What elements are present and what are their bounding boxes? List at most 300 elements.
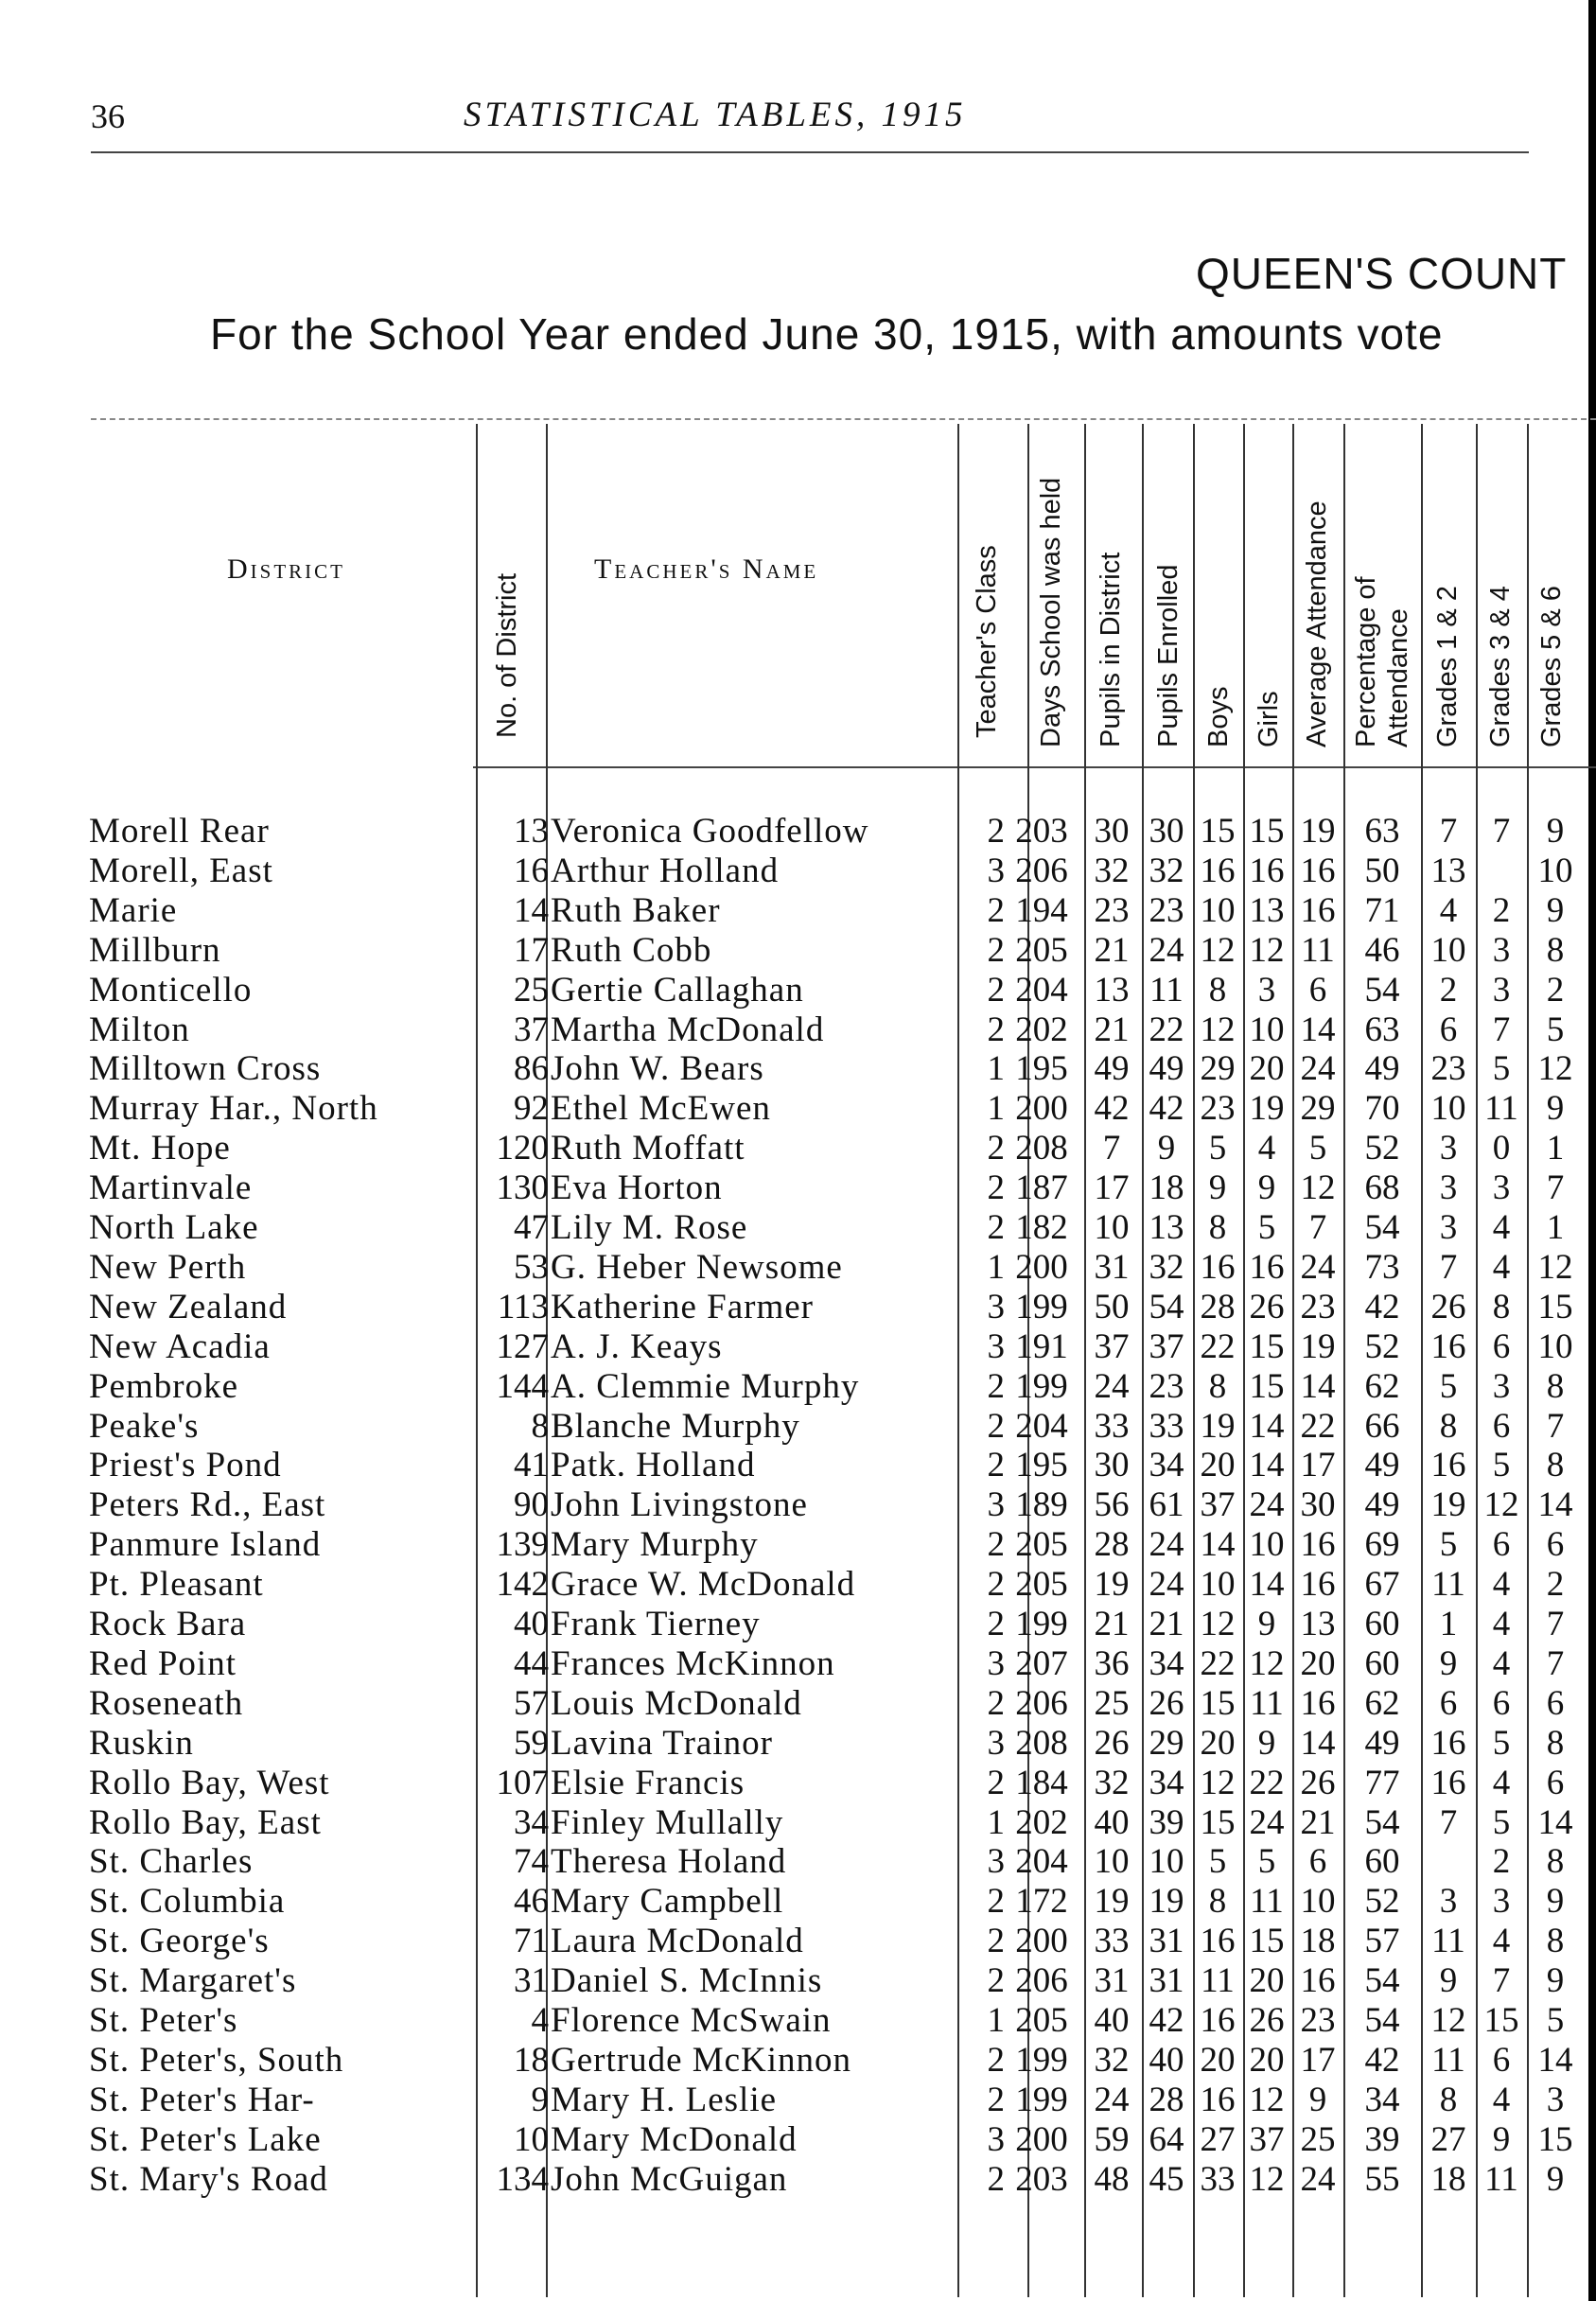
teacher-class-cell: 1 [987, 1089, 1005, 1129]
grades-3-4-cell: 3 [1492, 970, 1511, 1010]
grades-3-4-cell: 6 [1492, 1683, 1511, 1723]
grades-3-4-cell: 12 [1483, 1485, 1519, 1525]
table-row [0, 1485, 1596, 1525]
teacher-class-cell: 2 [987, 930, 1005, 970]
days-cell: 199 [1015, 1287, 1068, 1326]
grades-1-2-cell: 16 [1430, 1763, 1466, 1802]
grades-3-4-cell: 4 [1492, 1565, 1511, 1605]
header-bottom-rule [473, 766, 1596, 768]
grades-5-6-cell: 8 [1546, 1922, 1565, 1961]
pupils-in-district-cell: 25 [1094, 1683, 1130, 1723]
pupils-enrolled-cell: 10 [1149, 1842, 1184, 1882]
pupils-in-district-cell: 56 [1094, 1485, 1130, 1525]
percentage-cell: 55 [1364, 2159, 1400, 2199]
percentage-cell: 67 [1364, 1565, 1400, 1605]
grades-5-6-header: Grades 5 & 6 [1536, 586, 1567, 747]
district-number-cell: 134 [496, 2159, 549, 2199]
district-cell: Peake's [89, 1406, 200, 1446]
girls-cell: 15 [1249, 1326, 1285, 1366]
no-of-district-header: No. of District [492, 572, 522, 738]
district-number-cell: 14 [514, 890, 549, 930]
grades-3-4-cell: 2 [1492, 890, 1511, 930]
district-number-cell: 13 [514, 812, 549, 851]
girls-cell: 26 [1249, 1287, 1285, 1326]
teacher-class-cell: 2 [987, 1961, 1005, 2001]
percentage-cell: 54 [1364, 1208, 1400, 1247]
days-cell: 206 [1015, 1683, 1068, 1723]
grades-5-6-cell: 8 [1546, 1366, 1565, 1406]
days-cell: 206 [1015, 1961, 1068, 2001]
district-cell: Rollo Bay, West [89, 1763, 330, 1802]
average-attendance-cell: 20 [1300, 1643, 1336, 1683]
grades-5-6-cell: 8 [1546, 1842, 1565, 1882]
grades-5-6-cell: 9 [1546, 1882, 1565, 1922]
grades-1-2-cell: 5 [1439, 1366, 1458, 1406]
district-number-cell: 47 [514, 1208, 549, 1247]
district-number-cell: 44 [514, 1643, 549, 1683]
grades-3-4-cell: 7 [1492, 812, 1511, 851]
girls-cell: 13 [1249, 890, 1285, 930]
grades-1-2-cell: 11 [1431, 1922, 1465, 1961]
boys-cell: 22 [1200, 1326, 1236, 1366]
girls-cell: 11 [1250, 1683, 1284, 1723]
pupils-enrolled-cell: 40 [1149, 2040, 1184, 2080]
pupils-in-district-cell: 32 [1094, 1763, 1130, 1802]
district-cell: New Perth [89, 1247, 247, 1287]
average-attendance-cell: 23 [1300, 1287, 1336, 1326]
grades-5-6-cell: 9 [1546, 812, 1565, 851]
percentage-cell: 70 [1364, 1089, 1400, 1129]
pupils-enrolled-cell: 21 [1149, 1605, 1184, 1643]
grades-1-2-cell: 6 [1439, 1010, 1458, 1049]
grades-1-2-cell: 2 [1439, 970, 1458, 1010]
days-cell: 195 [1015, 1446, 1068, 1485]
district-cell: Rollo Bay, East [89, 1802, 322, 1842]
teacher-name-cell: A. Clemmie Murphy [551, 1366, 860, 1406]
grades-5-6-cell: 9 [1546, 890, 1565, 930]
teacher-class-cell: 2 [987, 2080, 1005, 2119]
teacher-name-cell: Elsie Francis [551, 1763, 745, 1802]
district-cell: St. Columbia [89, 1882, 286, 1922]
grades-5-6-cell: 8 [1546, 1723, 1565, 1763]
average-attendance-cell: 26 [1300, 1763, 1336, 1802]
teacher-name-cell: Lily M. Rose [551, 1208, 748, 1247]
table-row [0, 2120, 1596, 2160]
girls-cell: 3 [1257, 970, 1276, 1010]
percentage-cell: 62 [1364, 1683, 1400, 1723]
girls-cell: 24 [1249, 1485, 1285, 1525]
days-cell: 207 [1015, 1643, 1068, 1683]
teacher-class-cell: 2 [987, 1366, 1005, 1406]
grades-5-6-cell: 6 [1546, 1763, 1565, 1802]
table-row [0, 931, 1596, 971]
grades-1-2-cell: 11 [1431, 2040, 1465, 2080]
teacher-name-cell: Veronica Goodfellow [551, 812, 869, 851]
table-row [0, 1129, 1596, 1168]
table-row [0, 812, 1596, 852]
district-cell: St. George's [89, 1922, 270, 1961]
grades-1-2-cell: 19 [1430, 1485, 1466, 1525]
pupils-enrolled-cell: 37 [1149, 1326, 1184, 1366]
days-cell: 203 [1015, 812, 1068, 851]
boys-cell: 11 [1201, 1961, 1235, 2001]
teacher-name-cell: Mary McDonald [551, 2119, 798, 2159]
pupils-in-district-cell: 40 [1094, 1802, 1130, 1842]
table-row [0, 1842, 1596, 1882]
district-number-cell: 4 [531, 2001, 549, 2040]
grades-3-4-cell: 4 [1492, 1208, 1511, 1247]
days-cell: 202 [1015, 1802, 1068, 1842]
girls-cell: 16 [1249, 1247, 1285, 1287]
pupils-in-district-cell: 24 [1094, 1366, 1130, 1406]
teacher-class-cell: 2 [987, 1922, 1005, 1961]
grades-1-2-cell: 11 [1431, 1565, 1465, 1605]
boys-cell: 19 [1200, 1406, 1236, 1446]
district-cell: Milltown Cross [89, 1049, 322, 1089]
teacher-name-cell: Theresa Holand [551, 1842, 787, 1882]
district-cell: Morell, East [89, 851, 273, 890]
grades-3-4-cell: 6 [1492, 1326, 1511, 1366]
average-attendance-cell: 16 [1300, 1525, 1336, 1565]
pupils-enrolled-cell: 9 [1157, 1129, 1176, 1168]
table-row [0, 1089, 1596, 1129]
boys-cell: 8 [1208, 970, 1227, 1010]
grades-1-2-cell: 10 [1430, 930, 1466, 970]
pupils-in-district-cell: 13 [1094, 970, 1130, 1010]
teacher-name-cell: Laura McDonald [551, 1922, 804, 1961]
district-cell: Rock Bara [89, 1605, 247, 1643]
grades-5-6-cell: 15 [1537, 1287, 1573, 1326]
boys-cell: 37 [1200, 1485, 1236, 1525]
teacher-class-cell: 2 [987, 1208, 1005, 1247]
pupils-enrolled-cell: 29 [1149, 1723, 1184, 1763]
girls-cell: 19 [1249, 1089, 1285, 1129]
table-row [0, 1605, 1596, 1644]
district-number-cell: 120 [496, 1129, 549, 1168]
pupils-in-district-cell: 28 [1094, 1525, 1130, 1565]
days-cell: 187 [1015, 1168, 1068, 1208]
boys-cell: 20 [1200, 1446, 1236, 1485]
pupils-enrolled-cell: 42 [1149, 1089, 1184, 1129]
grades-5-6-cell: 2 [1546, 1565, 1565, 1605]
pupils-in-district-cell: 19 [1094, 1882, 1130, 1922]
average-attendance-cell: 17 [1300, 2040, 1336, 2080]
running-title: STATISTICAL TABLES, 1915 [464, 96, 967, 134]
teacher-name-cell: Ruth Cobb [551, 930, 712, 970]
table-row [0, 1803, 1596, 1843]
district-number-cell: 130 [496, 1168, 549, 1208]
days-cell: 208 [1015, 1723, 1068, 1763]
boys-cell: 14 [1200, 1525, 1236, 1565]
pupils-enrolled-cell: 34 [1149, 1643, 1184, 1683]
boys-cell: 12 [1200, 1605, 1236, 1643]
pupils-enrolled-cell: 49 [1149, 1049, 1184, 1089]
teacher-name-cell: Louis McDonald [551, 1683, 802, 1723]
boys-cell: 12 [1200, 1763, 1236, 1802]
percentage-cell: 54 [1364, 1802, 1400, 1842]
teacher-name-cell: Mary Campbell [551, 1882, 784, 1922]
pupils-in-district-cell: 30 [1094, 812, 1130, 851]
grades-5-6-cell: 1 [1546, 1129, 1565, 1168]
grades-5-6-cell: 7 [1546, 1643, 1565, 1683]
average-attendance-cell: 21 [1300, 1802, 1336, 1842]
teacher-class-cell: 2 [987, 1525, 1005, 1565]
top-rule [91, 151, 1529, 153]
percentage-cell: 54 [1364, 1961, 1400, 2001]
percentage-cell: 68 [1364, 1168, 1400, 1208]
average-attendance-cell: 7 [1308, 1208, 1327, 1247]
girls-cell: 20 [1249, 2040, 1285, 2080]
average-attendance-cell: 6 [1308, 970, 1327, 1010]
girls-cell: 10 [1249, 1525, 1285, 1565]
pupils-enrolled-cell: 30 [1149, 812, 1184, 851]
pupils-enrolled-cell: 34 [1149, 1763, 1184, 1802]
header-top-rule [91, 418, 1596, 420]
boys-cell: 16 [1200, 2080, 1236, 2119]
table-row [0, 1882, 1596, 1922]
teacher-class-cell: 1 [987, 2001, 1005, 2040]
table-row [0, 2041, 1596, 2081]
grades-3-4-cell: 6 [1492, 1406, 1511, 1446]
grades-5-6-cell: 9 [1546, 1089, 1565, 1129]
teacher-class-cell: 1 [987, 1247, 1005, 1287]
grades-1-2-cell: 12 [1430, 2001, 1466, 2040]
days-cell: 199 [1015, 1605, 1068, 1643]
grades-1-2-cell: 9 [1439, 1961, 1458, 2001]
district-cell: Pembroke [89, 1366, 239, 1406]
girls-cell: 20 [1249, 1961, 1285, 2001]
teacher-name-cell: Katherine Farmer [551, 1287, 814, 1326]
grades-5-6-cell: 5 [1546, 2001, 1565, 2040]
grades-3-4-cell: 11 [1484, 2159, 1518, 2199]
teacher-name-cell: Frances McKinnon [551, 1643, 835, 1683]
average-attendance-cell: 9 [1308, 2080, 1327, 2119]
teacher-name-cell: Blanche Murphy [551, 1406, 800, 1446]
percentage-cell: 69 [1364, 1525, 1400, 1565]
days-cell: 206 [1015, 851, 1068, 890]
boys-cell: 12 [1200, 1010, 1236, 1049]
pupils-in-district-header: Pupils in District [1096, 552, 1126, 747]
grades-5-6-cell: 8 [1546, 1446, 1565, 1485]
table-row [0, 2001, 1596, 2041]
grades-5-6-cell: 7 [1546, 1406, 1565, 1446]
district-cell: Milton [89, 1010, 190, 1049]
teacher-class-cell: 1 [987, 1802, 1005, 1842]
percentage-cell: 54 [1364, 970, 1400, 1010]
district-number-cell: 74 [514, 1842, 549, 1882]
days-cell: 199 [1015, 2040, 1068, 2080]
boys-cell: 15 [1200, 812, 1236, 851]
days-cell: 189 [1015, 1485, 1068, 1525]
girls-cell: 12 [1249, 930, 1285, 970]
district-number-cell: 31 [514, 1961, 549, 2001]
average-attendance-cell: 30 [1300, 1485, 1336, 1525]
district-number-cell: 46 [514, 1882, 549, 1922]
grades-3-4-cell: 7 [1492, 1961, 1511, 2001]
grades-1-2-cell: 18 [1430, 2159, 1466, 2199]
girls-cell: 9 [1257, 1605, 1276, 1643]
teacher-name-cell: Ethel McEwen [551, 1089, 771, 1129]
average-attendance-cell: 24 [1300, 2159, 1336, 2199]
percentage-cell: 71 [1364, 890, 1400, 930]
average-attendance-cell: 17 [1300, 1446, 1336, 1485]
pupils-enrolled-cell: 11 [1149, 970, 1184, 1010]
average-attendance-cell: 24 [1300, 1247, 1336, 1287]
girls-cell: 15 [1249, 812, 1285, 851]
district-number-cell: 71 [514, 1922, 549, 1961]
district-number-cell: 57 [514, 1683, 549, 1723]
boys-cell: 9 [1208, 1168, 1227, 1208]
grades-1-2-cell: 13 [1430, 851, 1466, 890]
teacher-class-cell: 2 [987, 1882, 1005, 1922]
teacher-class-cell: 2 [987, 1763, 1005, 1802]
grades-3-4-cell: 9 [1492, 2119, 1511, 2159]
pupils-enrolled-cell: 23 [1149, 890, 1184, 930]
teacher-class-cell: 3 [987, 1723, 1005, 1763]
pupils-enrolled-cell: 39 [1149, 1802, 1184, 1842]
district-number-cell: 25 [514, 970, 549, 1010]
grades-3-4-cell: 0 [1492, 1129, 1511, 1168]
grades-3-4-cell: 7 [1492, 1010, 1511, 1049]
district-number-cell: 37 [514, 1010, 549, 1049]
district-cell: St. Margaret's [89, 1961, 297, 2001]
boys-cell: 16 [1200, 851, 1236, 890]
pupils-in-district-cell: 36 [1094, 1643, 1130, 1683]
pupils-enrolled-cell: 31 [1149, 1922, 1184, 1961]
pupils-enrolled-cell: 32 [1149, 851, 1184, 890]
pupils-in-district-cell: 10 [1094, 1208, 1130, 1247]
girls-cell: 20 [1249, 1049, 1285, 1089]
table-row [0, 1644, 1596, 1684]
average-attendance-cell: 5 [1308, 1129, 1327, 1168]
boys-cell: 33 [1200, 2159, 1236, 2199]
district-cell: Martinvale [89, 1168, 253, 1208]
girls-cell: 9 [1257, 1723, 1276, 1763]
days-cell: 200 [1015, 1247, 1068, 1287]
grades-5-6-cell: 5 [1546, 1010, 1565, 1049]
girls-cell: 22 [1249, 1763, 1285, 1802]
boys-cell: 23 [1200, 1089, 1236, 1129]
percentage-cell: 49 [1364, 1723, 1400, 1763]
grades-3-4-cell: 4 [1492, 2080, 1511, 2119]
girls-cell: 12 [1249, 2159, 1285, 2199]
grades-3-4-cell: 4 [1492, 1605, 1511, 1643]
table-row [0, 1961, 1596, 2001]
pupils-enrolled-header: Pupils Enrolled [1153, 564, 1184, 747]
average-attendance-header: Average Attendance [1302, 501, 1332, 747]
teacher-name-cell: A. J. Keays [551, 1326, 723, 1366]
percentage-cell: 66 [1364, 1406, 1400, 1446]
pupils-in-district-cell: 48 [1094, 2159, 1130, 2199]
percentage-cell: 54 [1364, 2001, 1400, 2040]
pupils-enrolled-cell: 34 [1149, 1446, 1184, 1485]
grades-3-4-cell: 4 [1492, 1247, 1511, 1287]
average-attendance-cell: 11 [1301, 930, 1335, 970]
pupils-in-district-cell: 49 [1094, 1049, 1130, 1089]
grades-5-6-cell: 6 [1546, 1683, 1565, 1723]
girls-cell: 5 [1257, 1208, 1276, 1247]
boys-cell: 5 [1208, 1129, 1227, 1168]
average-attendance-cell: 19 [1300, 1326, 1336, 1366]
grades-3-4-cell: 2 [1492, 1842, 1511, 1882]
pupils-in-district-cell: 50 [1094, 1287, 1130, 1326]
grades-1-2-cell: 1 [1439, 1605, 1458, 1643]
district-cell: Millburn [89, 930, 221, 970]
grades-3-4-cell: 3 [1492, 1882, 1511, 1922]
percentage-cell: 50 [1364, 851, 1400, 890]
girls-cell: 9 [1257, 1168, 1276, 1208]
district-header: District [227, 553, 345, 585]
percentage-cell: 52 [1364, 1129, 1400, 1168]
district-cell: New Zealand [89, 1287, 288, 1326]
pupils-enrolled-cell: 33 [1149, 1406, 1184, 1446]
boys-cell: 27 [1200, 2119, 1236, 2159]
grades-5-6-cell: 7 [1546, 1168, 1565, 1208]
percentage-cell: 57 [1364, 1922, 1400, 1961]
teacher-class-cell: 2 [987, 1406, 1005, 1446]
pupils-enrolled-cell: 64 [1149, 2119, 1184, 2159]
district-cell: St. Peter's [89, 2001, 238, 2040]
table-row [0, 1565, 1596, 1605]
grades-3-4-cell: 3 [1492, 1168, 1511, 1208]
days-held-header: Days School was held [1036, 477, 1066, 747]
grades-5-6-cell: 12 [1537, 1049, 1573, 1089]
table-row [0, 1724, 1596, 1764]
district-cell: St. Peter's Har- [89, 2080, 315, 2119]
district-number-cell: 40 [514, 1605, 549, 1643]
pupils-in-district-cell: 21 [1094, 1605, 1130, 1643]
girls-cell: 12 [1249, 1643, 1285, 1683]
percentage-cell: 34 [1364, 2080, 1400, 2119]
teacher-name-cell: Gertrude McKinnon [551, 2040, 852, 2080]
grades-1-2-cell: 9 [1439, 1643, 1458, 1683]
district-cell: Red Point [89, 1643, 237, 1683]
grades-3-4-header: Grades 3 & 4 [1485, 586, 1516, 747]
grades-1-2-cell: 8 [1439, 1406, 1458, 1446]
pupils-in-district-cell: 59 [1094, 2119, 1130, 2159]
teacher-name-cell: Florence McSwain [551, 2001, 832, 2040]
pupils-in-district-cell: 31 [1094, 1247, 1130, 1287]
average-attendance-cell: 6 [1308, 1842, 1327, 1882]
pupils-enrolled-cell: 24 [1149, 1525, 1184, 1565]
grades-1-2-cell: 3 [1439, 1882, 1458, 1922]
percentage-cell: 49 [1364, 1485, 1400, 1525]
pupils-enrolled-cell: 28 [1149, 2080, 1184, 2119]
pupils-in-district-cell: 21 [1094, 1010, 1130, 1049]
table-row [0, 1049, 1596, 1089]
teacher-name-cell: John Livingstone [551, 1485, 808, 1525]
pupils-in-district-cell: 40 [1094, 2001, 1130, 2040]
district-cell: Monticello [89, 970, 253, 1010]
days-cell: 199 [1015, 2080, 1068, 2119]
percentage-cell: 63 [1364, 1010, 1400, 1049]
teacher-class-cell: 2 [987, 1168, 1005, 1208]
teacher-class-cell: 3 [987, 2119, 1005, 2159]
pupils-in-district-cell: 7 [1102, 1129, 1121, 1168]
average-attendance-cell: 13 [1300, 1605, 1336, 1643]
pupils-in-district-cell: 26 [1094, 1723, 1130, 1763]
days-cell: 205 [1015, 1525, 1068, 1565]
days-cell: 205 [1015, 1565, 1068, 1605]
teacher-class-cell: 3 [987, 1643, 1005, 1683]
table-subtitle: For the School Year ended June 30, 1915, with amounts vote [210, 309, 1444, 359]
boys-cell: 5 [1208, 1842, 1227, 1882]
district-cell: St. Charles [89, 1842, 254, 1882]
district-number-cell: 139 [496, 1525, 549, 1565]
average-attendance-cell: 12 [1300, 1168, 1336, 1208]
pupils-enrolled-cell: 18 [1149, 1168, 1184, 1208]
grades-1-2-cell: 26 [1430, 1287, 1466, 1326]
